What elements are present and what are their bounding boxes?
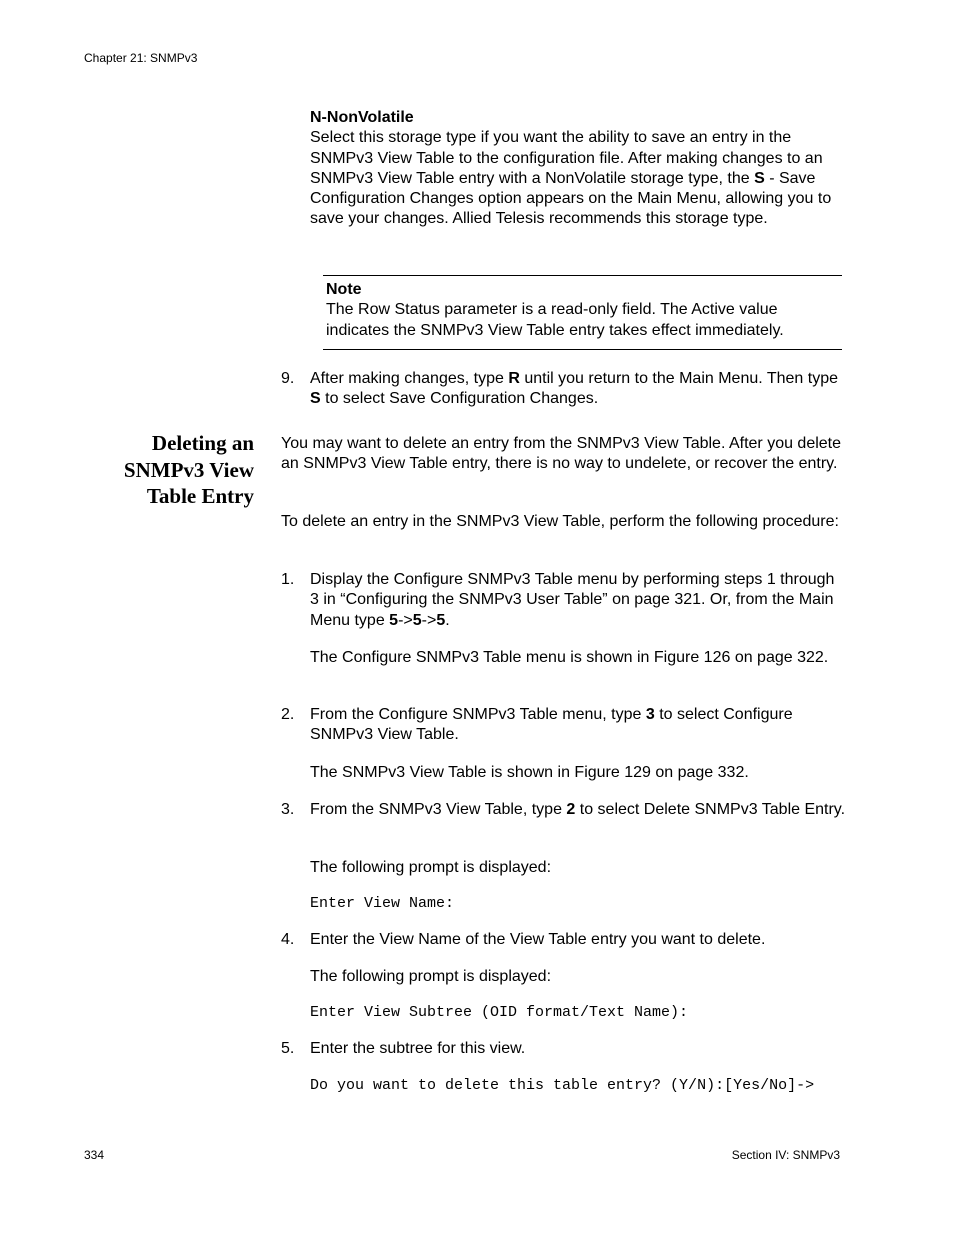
step-3 [281,800,846,820]
nonvolatile-key: S [754,169,765,187]
step-2-key: 3 [645,706,655,723]
step-number: 2. [281,706,295,723]
step-text [310,705,846,746]
chapter-header: Chapter 21: SNMPv3 [84,51,198,65]
step-9-text-b: until you return to the Main Menu. Then type [519,370,838,387]
step-2-text-a: From the Configure SNMPv3 Table menu, type [310,706,646,723]
step-3-text-a: From the SNMPv3 View Table, type [310,801,567,818]
step-number: 1. [281,571,295,588]
step-3-text-b: to select Delete SNMPv3 Table Entry. [575,801,846,818]
step-3-note: The following prompt is displayed: [310,859,552,876]
section-heading: Deleting an SNMPv3 View Table Entry [123,431,254,508]
step-9-key-s: S [310,390,321,408]
step-text: Enter the subtree for this view. [310,1040,526,1057]
step-text [310,570,846,631]
section-intro-2: To delete an entry in the SNMPv3 View Table, perform the following procedure: [281,513,839,530]
note-text: The Row Status parameter is a read-only field. The Active value indicates the SNMPv3 View Table entry takes effect immediately. [326,301,784,339]
nonvolatile-title: N-NonVolatile [310,109,414,126]
section-footer: Section IV: SNMPv3 [731,1148,840,1162]
step-1-arrow-1: -> [398,611,413,629]
step-1-key-1: 5 [389,611,399,629]
code-prompt-delete-confirm: Do you want to delete this table entry? (Y/N):[Yes/No]-> [310,1077,815,1094]
step-5 [281,1039,846,1059]
code-prompt-subtree: Enter View Subtree (OID format/Text Name): [310,1004,689,1021]
nonvolatile-block [310,108,845,230]
step-number: 3. [281,801,295,818]
nonvolatile-description [310,128,845,229]
step-1 [281,570,846,631]
step-text [310,369,846,410]
step-text: Enter the View Name of the View Table entry you want to delete. [310,931,766,948]
nonvolatile-text-b: - Save Configuration Changes option appears on the Main Menu, allowing you to save your changes. Allied Telesis recommends this storage type. [310,169,832,228]
step-number: 5. [281,1040,295,1057]
step-9 [281,369,846,410]
step-text [310,800,846,820]
step-9-key-r: R [508,370,520,387]
step-2-text-b: to select Configure SNMPv3 View Table. [310,706,793,744]
step-3-key: 2 [566,801,576,818]
code-prompt-view-name: Enter View Name: [310,895,455,912]
step-1-arrow-2: -> [421,611,437,629]
step-1-text: Display the Configure SNMPv3 Table menu by performing steps 1 through 3 in “Configuring the SNMPv3 User Table” on page 321. Or, from the Main Menu type [310,571,835,629]
step-1-key-3: 5 [436,611,446,629]
step-number: 9. [281,370,295,387]
note-box [323,275,842,350]
step-4 [281,930,846,950]
note-title: Note [326,281,362,298]
step-number: 4. [281,931,295,948]
step-1-note: The Configure SNMPv3 Table menu is shown in Figure 126 on page 322. [310,649,829,666]
step-4-note: The following prompt is displayed: [310,968,552,985]
step-2 [281,705,846,746]
step-2-note: The SNMPv3 View Table is shown in Figure 129 on page 332. [310,764,749,781]
step-1-key-2: 5 [412,611,422,629]
step-9-text-a: After making changes, type [310,370,509,387]
page-number: 334 [84,1148,105,1162]
step-9-text-c: to select Save Configuration Changes. [320,390,599,408]
nonvolatile-text-a: Select this storage type if you want the ability to save an entry in the SNMPv3 View Table to the configuration file. After making changes to an SNMPv3 View Table entry with a NonVolatile storage type, the [310,129,823,187]
section-intro-1: You may want to delete an entry from the SNMPv3 View Table. After you delete an SNMPv3 View Table entry, there is no way to undelete, or recover the entry. [281,435,842,473]
step-1-period: . [445,611,450,629]
